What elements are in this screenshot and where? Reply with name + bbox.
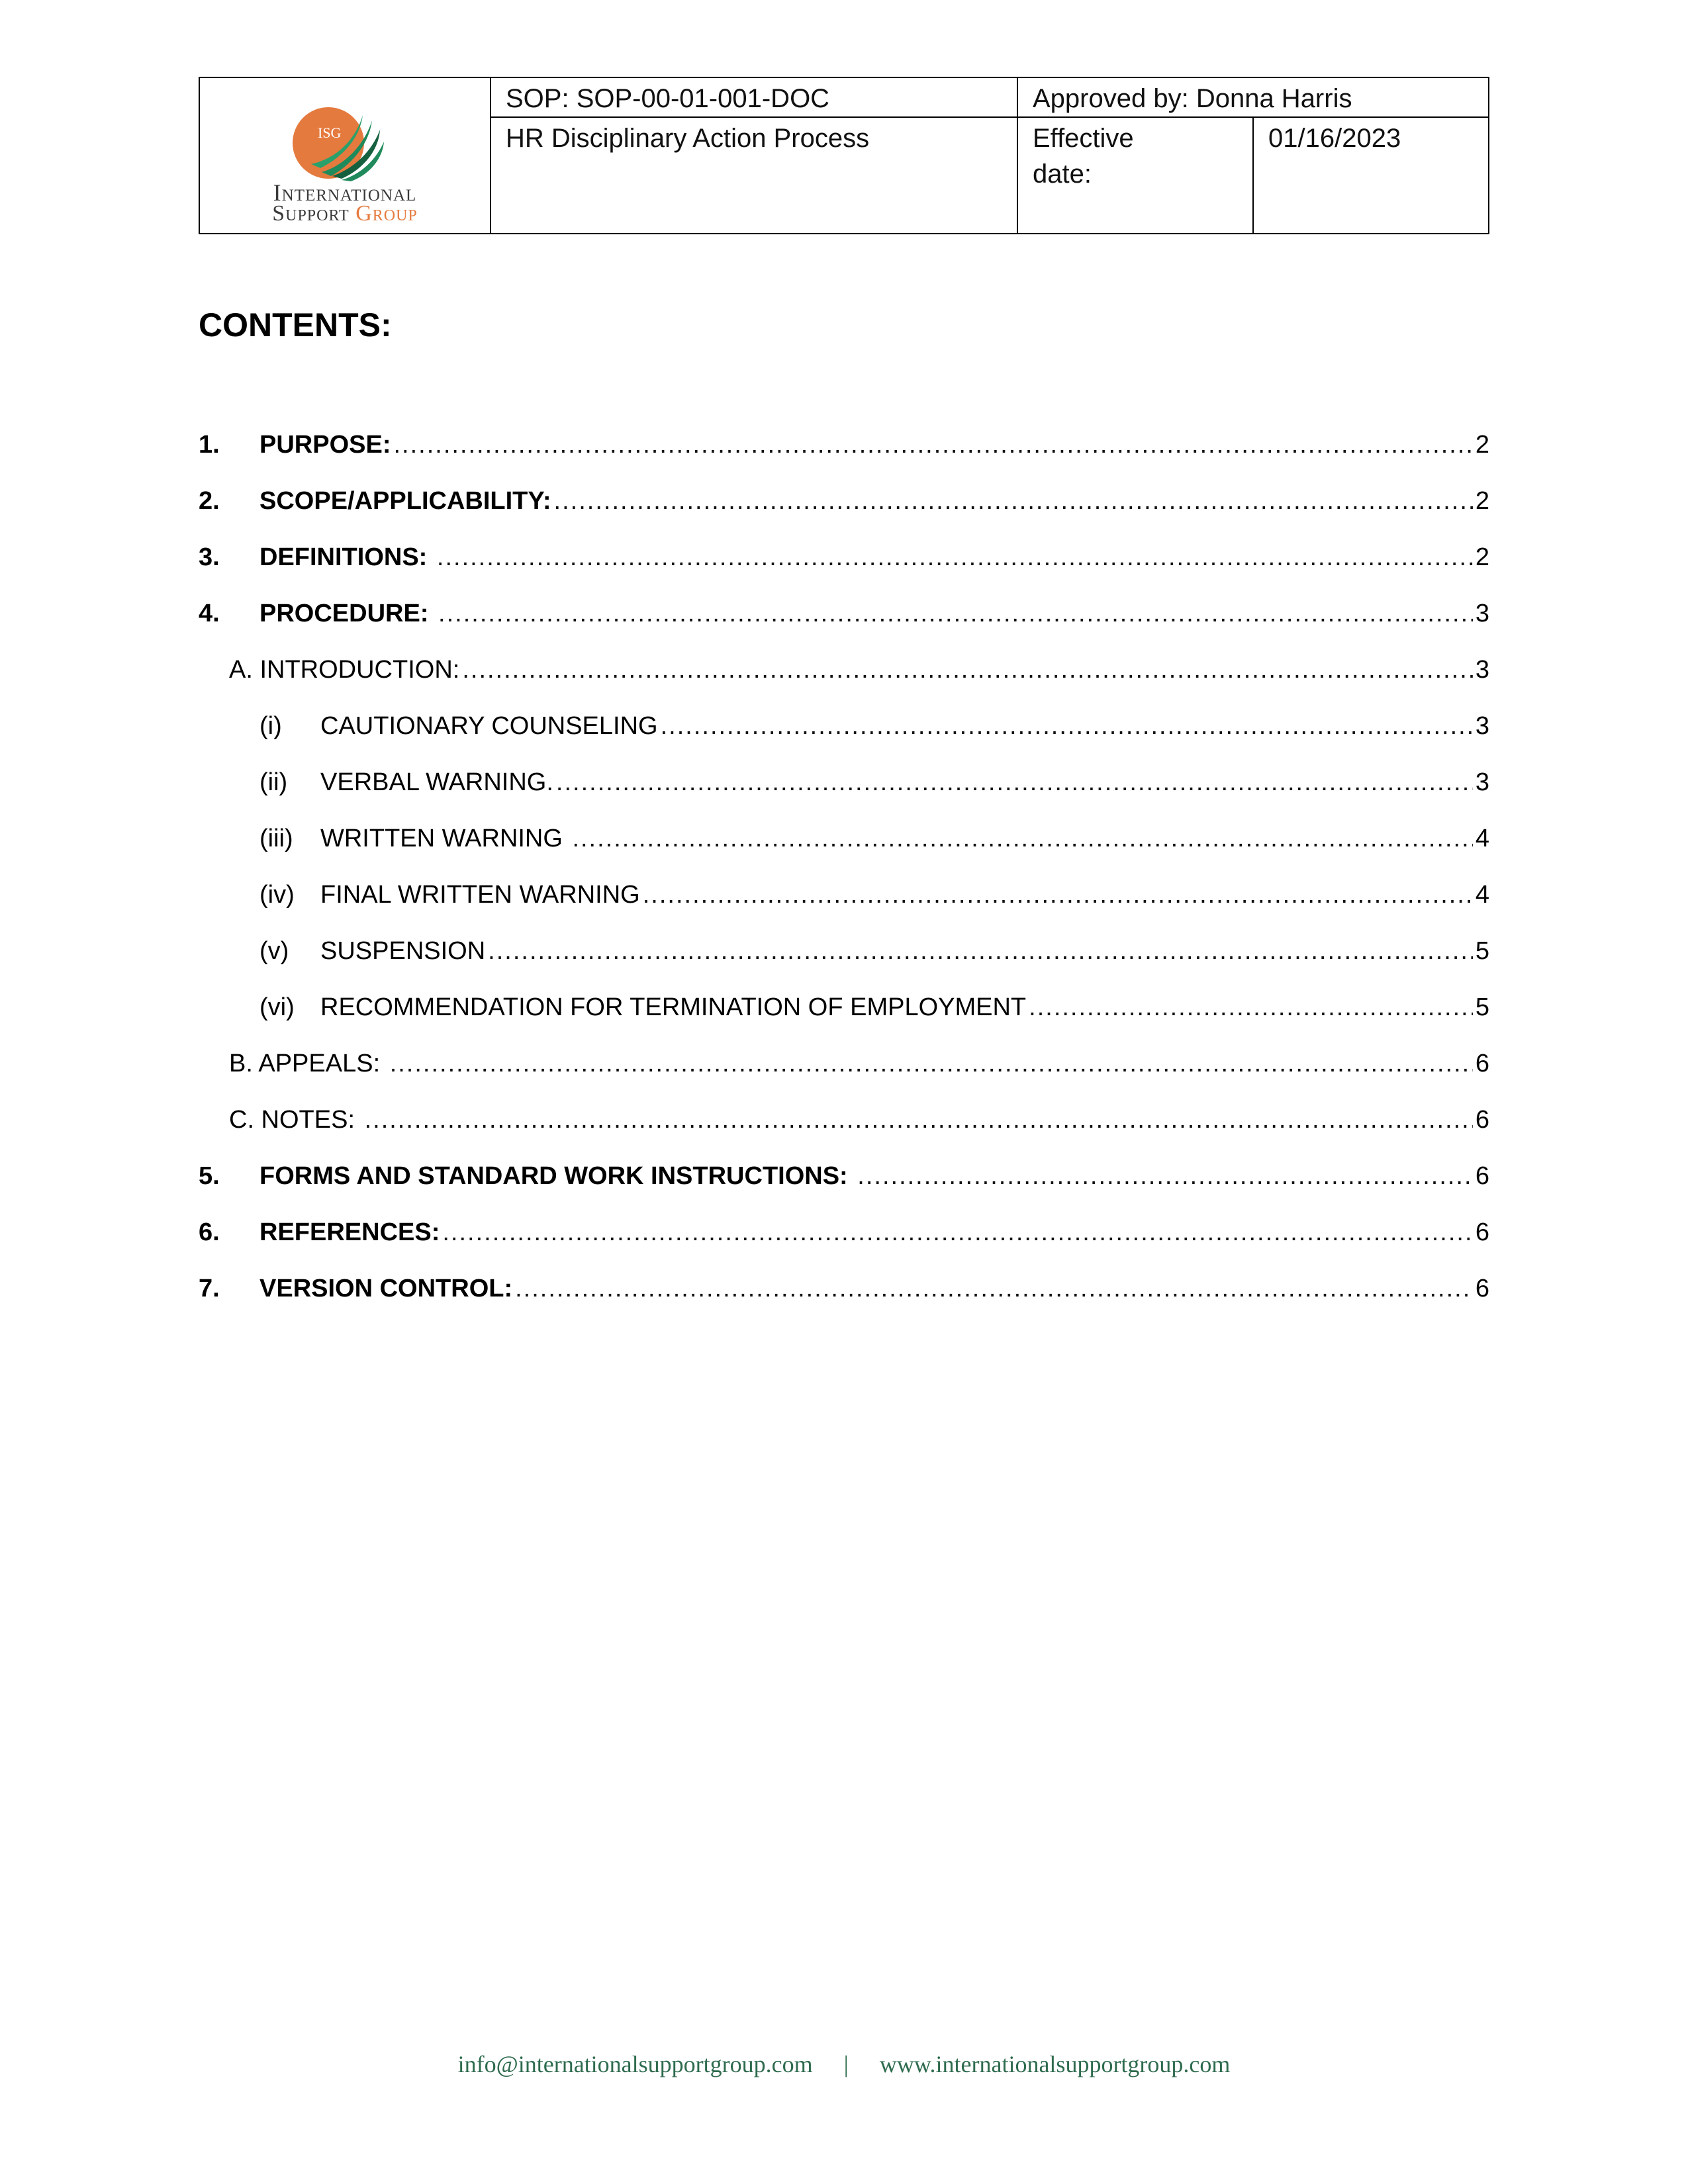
toc-entry-number: 1.: [199, 431, 220, 459]
toc-entry[interactable]: [199, 933, 1489, 970]
toc-entry-page-number: 4: [1475, 881, 1489, 909]
toc-entry-page-number: 3: [1475, 656, 1489, 684]
logo-word-support: Support: [272, 201, 350, 226]
toc-entry-number: 6.: [199, 1218, 220, 1246]
toc-dot-leader: [393, 426, 1472, 463]
document-title: HR Disciplinary Action Process: [506, 124, 870, 153]
toc-dot-leader: [1029, 989, 1473, 1026]
toc-dot-leader: [572, 820, 1472, 857]
logo-wordmark-line1: International: [273, 179, 417, 206]
toc-entry-label: C. NOTES:: [229, 1106, 362, 1134]
logo-word-group: Group: [355, 201, 418, 226]
contents-heading: CONTENTS:: [199, 306, 392, 343]
toc-entry[interactable]: [199, 426, 1489, 463]
toc-entry[interactable]: [199, 820, 1489, 857]
sop-number-cell: [491, 77, 1017, 117]
toc-entry[interactable]: [199, 1158, 1489, 1195]
toc-dot-leader: [857, 1158, 1473, 1195]
toc-entry-label: DEFINITIONS:: [259, 543, 434, 571]
toc-entry-label: PURPOSE:: [259, 431, 391, 459]
effective-date-label: Effective date:: [1033, 124, 1134, 189]
toc-entry[interactable]: [199, 595, 1489, 632]
toc-dot-leader: [390, 1045, 1473, 1082]
toc-entry[interactable]: [199, 1045, 1489, 1082]
toc-dot-leader: [488, 933, 1473, 970]
toc-entry-page-number: 4: [1475, 825, 1489, 852]
toc-entry[interactable]: [199, 482, 1489, 520]
toc-entry-label: CAUTIONARY COUNSELING: [320, 712, 658, 740]
toc-entry-label: SCOPE/APPLICABILITY:: [259, 487, 551, 515]
toc-entry-page-number: 6: [1475, 1106, 1489, 1134]
effective-date-value: 01/16/2023: [1268, 124, 1401, 153]
toc-entry[interactable]: [199, 1270, 1489, 1307]
effective-label-cell: [1017, 117, 1253, 234]
toc-entry-label: RECOMMENDATION FOR TERMINATION OF EMPLOYMENT: [320, 993, 1027, 1021]
toc-entry-label: WRITTEN WARNING: [320, 825, 570, 852]
effective-date-cell: [1253, 117, 1489, 234]
toc-entry-label: FORMS AND STANDARD WORK INSTRUCTIONS:: [259, 1162, 855, 1190]
toc-entry-number: 2.: [199, 487, 220, 515]
toc-entry-page-number: 3: [1475, 600, 1489, 627]
toc-entry[interactable]: [199, 1101, 1489, 1138]
logo-wordmark-line2: [200, 201, 490, 226]
toc-entry-label: FINAL WRITTEN WARNING: [320, 881, 640, 909]
approved-by: Approved by: Donna Harris: [1033, 84, 1352, 113]
toc-entry-page-number: 6: [1475, 1050, 1489, 1077]
toc-entry-number: 7.: [199, 1275, 220, 1302]
toc-entry-label: VERSION CONTROL:: [259, 1275, 513, 1302]
toc-entry[interactable]: [199, 651, 1489, 688]
toc-dot-leader: [554, 482, 1473, 520]
toc-entry-number: 5.: [199, 1162, 220, 1190]
toc-entry[interactable]: [199, 1214, 1489, 1251]
toc-dot-leader: [661, 707, 1473, 745]
toc-entry-roman-numeral: (iv): [259, 881, 295, 909]
toc-entry-page-number: 3: [1475, 712, 1489, 740]
footer-website-link[interactable]: www.internationalsupportgroup.com: [879, 2051, 1231, 2077]
toc-entry-roman-numeral: (iii): [259, 825, 293, 852]
toc-entry-label: B. APPEALS:: [229, 1050, 387, 1077]
toc-dot-leader: [556, 764, 1473, 801]
toc-entry[interactable]: [199, 876, 1489, 913]
toc-entry-page-number: 6: [1475, 1162, 1489, 1190]
toc-entry-roman-numeral: (vi): [259, 993, 295, 1021]
toc-entry-page-number: 2: [1475, 487, 1489, 515]
approved-by-cell: [1017, 77, 1489, 117]
footer-separator: |: [843, 2051, 849, 2077]
toc-entry[interactable]: [199, 764, 1489, 801]
toc-entry-page-number: 2: [1475, 431, 1489, 459]
toc-entry[interactable]: [199, 707, 1489, 745]
toc-dot-leader: [643, 876, 1473, 913]
toc-entry-page-number: 6: [1475, 1275, 1489, 1302]
toc-entry-roman-numeral: (i): [259, 712, 282, 740]
toc-dot-leader: [365, 1101, 1473, 1138]
toc-entry-number: 4.: [199, 600, 220, 627]
toc-entry-label: A. INTRODUCTION:: [229, 656, 460, 684]
toc-entry-label: SUSPENSION: [320, 937, 486, 965]
toc-dot-leader: [438, 595, 1473, 632]
logo-cell: [199, 77, 491, 234]
toc-entry-page-number: 6: [1475, 1218, 1489, 1246]
toc-entry[interactable]: [199, 989, 1489, 1026]
toc-dot-leader: [515, 1270, 1473, 1307]
isg-logo-icon: [291, 94, 389, 192]
sop-number: SOP: SOP-00-01-001-DOC: [506, 84, 830, 113]
toc-entry-page-number: 2: [1475, 543, 1489, 571]
toc-dot-leader: [462, 651, 1473, 688]
toc-entry-page-number: 5: [1475, 937, 1489, 965]
toc-entry-label: VERBAL WARNING.: [320, 768, 553, 796]
toc-entry-label: PROCEDURE:: [259, 600, 436, 627]
toc-entry-page-number: 5: [1475, 993, 1489, 1021]
document-header-table: [199, 77, 1489, 234]
page-footer: [0, 2050, 1688, 2078]
toc-entry-page-number: 3: [1475, 768, 1489, 796]
toc-entry-roman-numeral: (v): [259, 937, 289, 965]
toc-entry-label: REFERENCES:: [259, 1218, 440, 1246]
toc-dot-leader: [437, 539, 1473, 576]
toc-entry-number: 3.: [199, 543, 220, 571]
toc-entry[interactable]: [199, 539, 1489, 576]
company-logo: [200, 78, 490, 233]
svg-text:ISG: ISG: [318, 124, 342, 141]
toc-entry-roman-numeral: (ii): [259, 768, 288, 796]
document-title-cell: [491, 117, 1017, 234]
toc-dot-leader: [442, 1214, 1472, 1251]
footer-email-link[interactable]: info@internationalsupportgroup.com: [457, 2051, 813, 2077]
